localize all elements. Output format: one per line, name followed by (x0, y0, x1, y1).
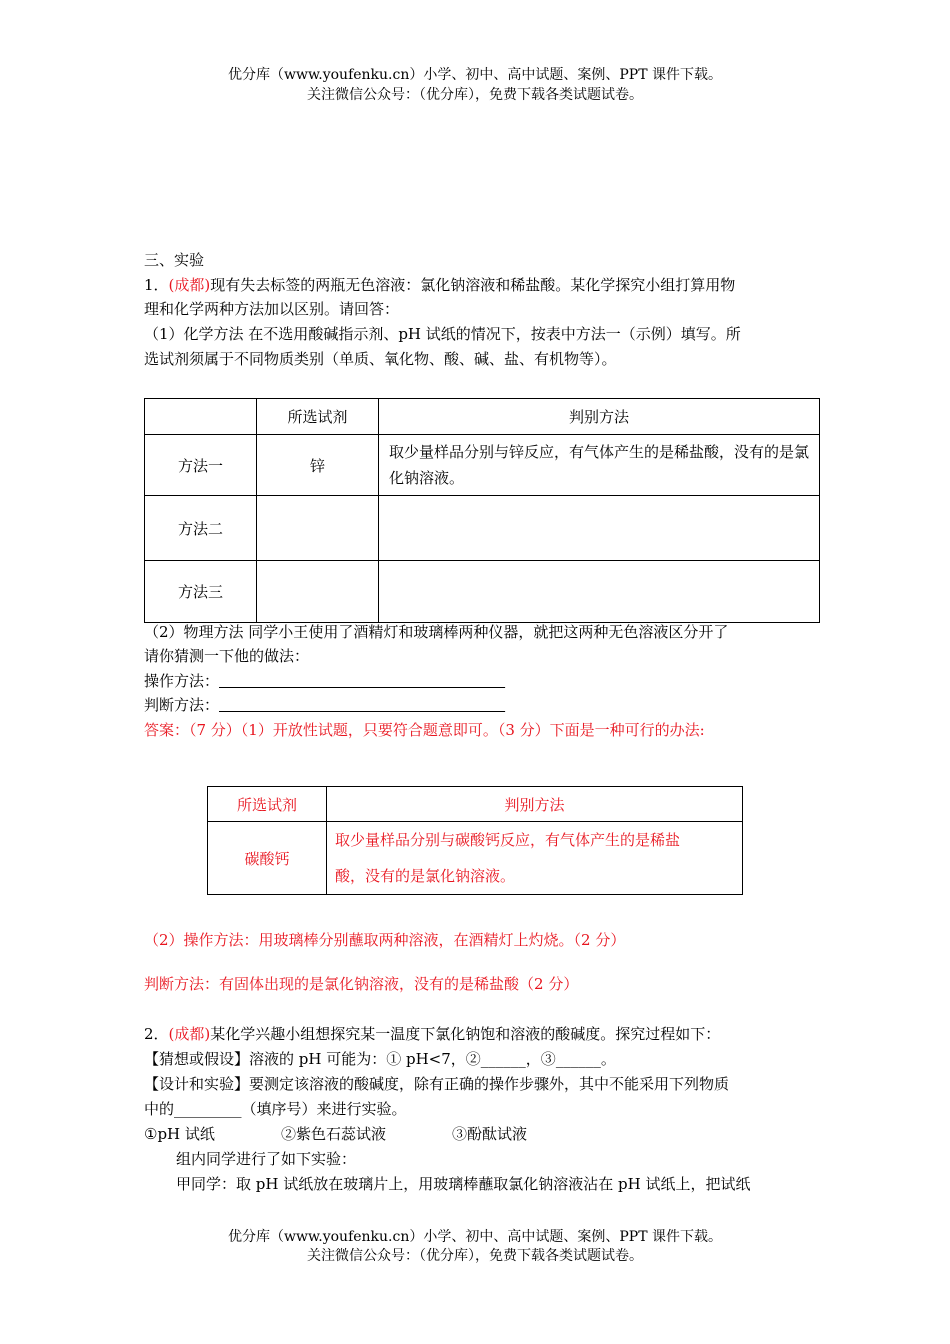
q1-intro-line2: 理和化学两种方法加以区别。请回答： (144, 300, 400, 318)
row-label: 方法一 (145, 435, 257, 496)
hypothesis-blank-3[interactable]: ______ (555, 1050, 601, 1068)
answer-method-line2: 酸，没有的是氯化钠溶液。 (335, 867, 516, 885)
q2-options-line (144, 1124, 527, 1144)
q1-part1-line1: （1）化学方法 在不选用酸碱指示剂、pH 试纸的情况下，按表中方法一（示例）填写。所 (144, 325, 741, 343)
answer-table-header-row (208, 787, 743, 822)
q1-judge-line (144, 695, 505, 715)
page-header-line2: 关注微信公众号：（优分库），免费下载各类试题试卷。 (307, 87, 643, 103)
hypothesis-end: 。 (600, 1050, 616, 1068)
page-header-line1: 优分库（www.youfenku.cn）小学、初中、高中试题、案例、PPT 课件下载。 (227, 67, 722, 83)
answer-header-reagent: 所选试剂 (208, 787, 327, 822)
table-row (145, 435, 820, 496)
q2-number: 2． (144, 1025, 169, 1043)
table-header-row (145, 399, 820, 435)
table-row (145, 496, 820, 561)
q2-source: (成都) (168, 1025, 211, 1043)
hypothesis-mid: ，③ (525, 1050, 556, 1068)
q1-part2-line2: 请你猜测一下他的做法： (144, 647, 310, 665)
option-litmus: ②紫色石蕊试液 (281, 1125, 387, 1143)
table-header-method: 判别方法 (379, 399, 820, 435)
judge-blank[interactable] (219, 696, 505, 714)
q2-hypothesis-line (144, 1049, 616, 1069)
q2-intro-line (144, 1024, 720, 1044)
q1-text1: 现有失去标签的两瓶无色溶液：氯化钠溶液和稀盐酸。某化学探究小组打算用物 (210, 276, 736, 294)
q1-part2-line1: （2）物理方法 同学小王使用了酒精灯和玻璃棒两种仪器，就把这两种无色溶液区分开了 (144, 623, 729, 641)
hypothesis-blank-2[interactable]: ______ (480, 1050, 526, 1068)
answer-method-line1: 取少量样品分别与碳酸钙反应，有气体产生的是稀盐 (335, 831, 681, 849)
row-method: 取少量样品分别与锌反应，有气体产生的是稀盐酸，没有的是氯化钠溶液。 (379, 435, 820, 496)
answer-header-method: 判别方法 (327, 787, 743, 822)
row-reagent-blank[interactable] (257, 561, 379, 623)
q2-design-line2 (144, 1099, 407, 1119)
q2-text1: 某化学兴趣小组想探究某一温度下氯化钠饱和溶液的酸碱度。探究过程如下： (210, 1025, 721, 1043)
answer-table-row (208, 822, 743, 895)
page-footer-line2: 关注微信公众号：（优分库），免费下载各类试题试卷。 (307, 1248, 643, 1264)
table-header-empty (145, 399, 257, 435)
answer-table (207, 786, 743, 895)
row-reagent-blank[interactable] (257, 496, 379, 561)
table-header-reagent: 所选试剂 (257, 399, 379, 435)
row-method-blank[interactable] (379, 496, 820, 561)
q2-jia-line: 甲同学：取 pH 试纸放在玻璃片上，用玻璃棒蘸取氯化钠溶液沾在 pH 试纸上，把试纸 (176, 1175, 751, 1193)
hypothesis-prefix: 【猜想或假设】溶液的 pH 可能为：① pH<7，② (144, 1050, 481, 1068)
q2-group-line: 组内同学进行了如下实验： (176, 1150, 357, 1168)
answer-method (327, 822, 743, 895)
q1-part1-line2: 选试剂须属于不同物质类别（单质、氧化物、酸、碱、盐、有机物等）。 (144, 350, 617, 368)
q1-intro-line1 (144, 275, 735, 295)
section-title: 三、实验 (144, 251, 205, 269)
operation-blank[interactable] (219, 672, 505, 690)
row-reagent: 锌 (257, 435, 379, 496)
q1-method-table (144, 398, 820, 623)
row-label: 方法二 (145, 496, 257, 561)
q1-answer-line: 答案：（7 分）（1）开放性试题，只要符合题意即可。（3 分）下面是一种可行的办法: (144, 721, 705, 739)
design-blank[interactable]: _________ (174, 1100, 242, 1118)
design-suffix: （填序号）来进行实验。 (241, 1100, 407, 1118)
judge-label: 判断方法： (144, 696, 220, 714)
row-label: 方法三 (145, 561, 257, 623)
operation-label: 操作方法： (144, 672, 220, 690)
answer-reagent: 碳酸钙 (208, 822, 327, 895)
q1-answer3: 判断方法：有固体出现的是氯化钠溶液，没有的是稀盐酸（2 分） (144, 975, 579, 993)
table-row (145, 561, 820, 623)
q2-design-line1: 【设计和实验】要测定该溶液的酸碱度，除有正确的操作步骤外，其中不能采用下列物质 (144, 1075, 730, 1093)
page-footer-line1: 优分库（www.youfenku.cn）小学、初中、高中试题、案例、PPT 课件下载。 (227, 1229, 722, 1245)
option-ph-paper: ①pH 试纸 (144, 1125, 215, 1143)
q1-number: 1． (144, 276, 169, 294)
q1-source: (成都) (168, 276, 211, 294)
design-prefix: 中的 (144, 1100, 175, 1118)
q1-answer2: （2）操作方法：用玻璃棒分别蘸取两种溶液，在酒精灯上灼烧。（2 分） (144, 931, 626, 949)
row-method-blank[interactable] (379, 561, 820, 623)
q1-operation-line (144, 671, 505, 691)
option-phenolphthalein: ③酚酞试液 (452, 1125, 528, 1143)
